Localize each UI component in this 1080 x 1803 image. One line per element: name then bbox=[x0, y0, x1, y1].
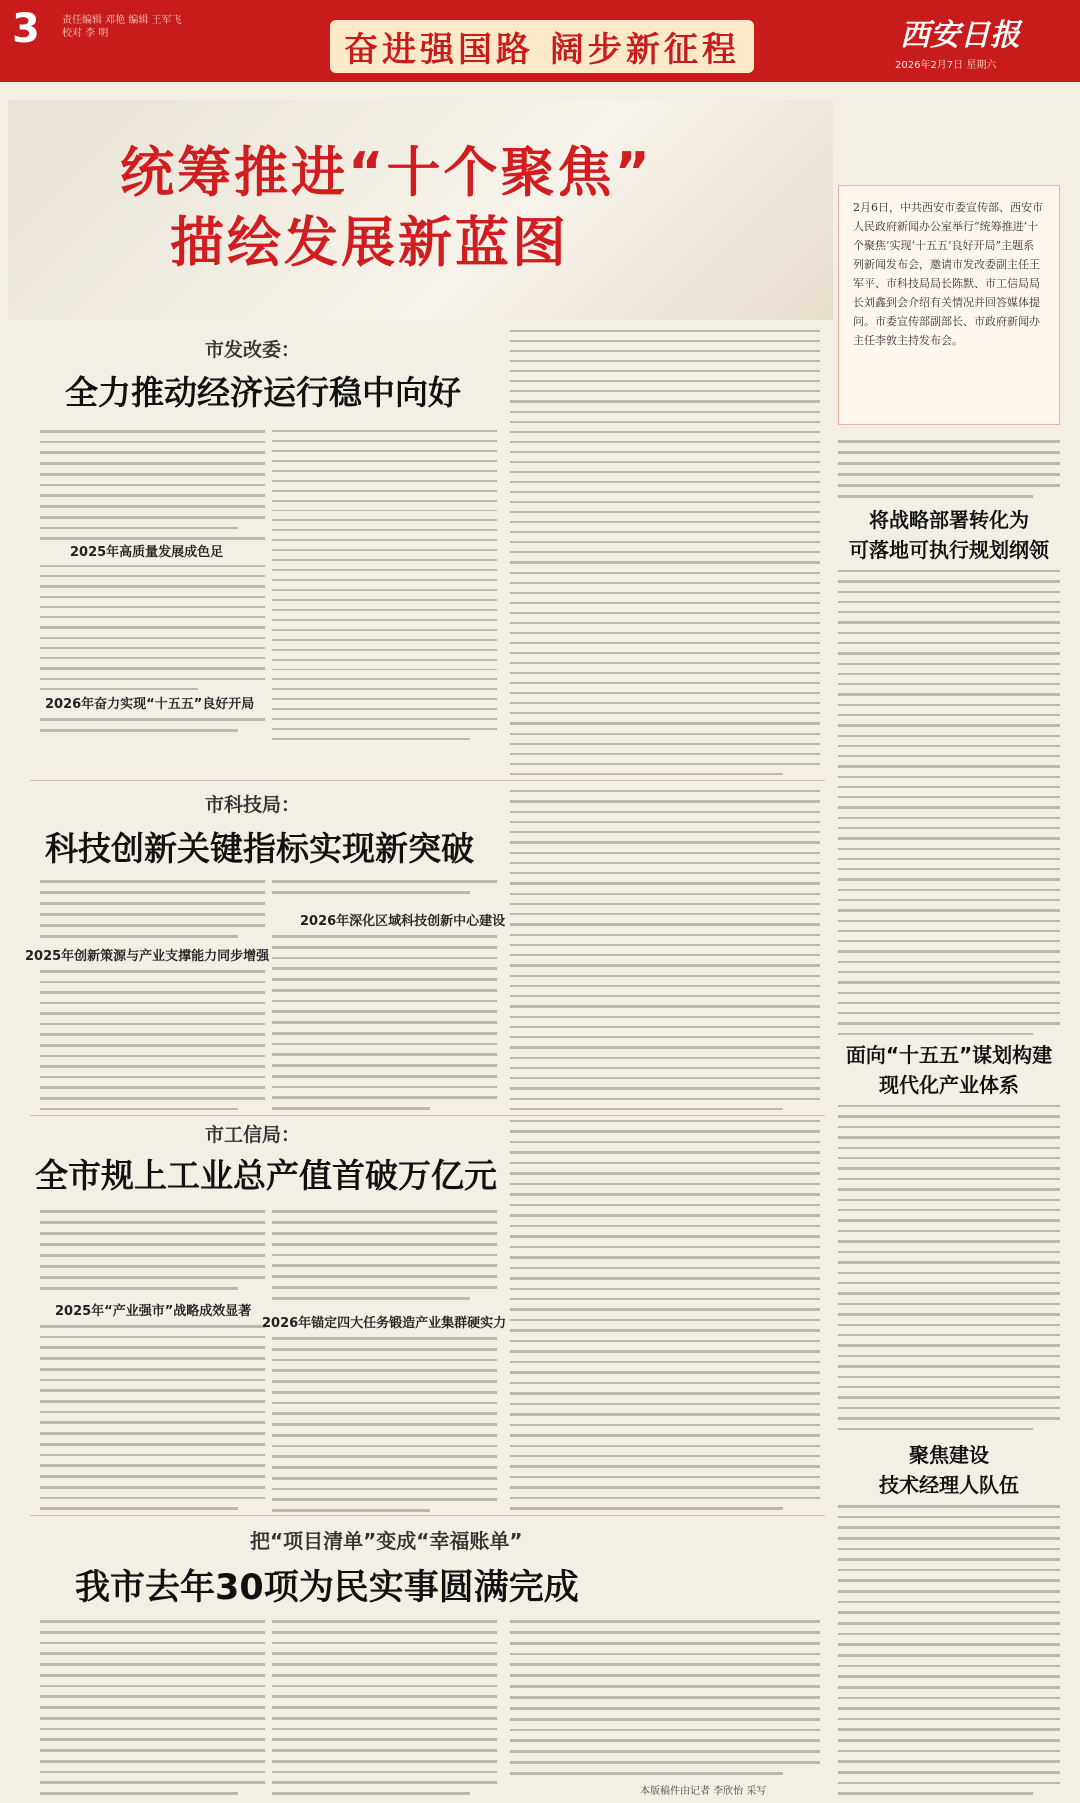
keji-headline: 科技创新关键指标实现新突破 bbox=[45, 829, 474, 868]
right-heading-2-line-1: 面向“十五五”谋划构建 bbox=[845, 1043, 1053, 1067]
keji-kicker: 市科技局： bbox=[205, 794, 301, 816]
fagai-col2-body bbox=[272, 430, 497, 740]
right-col-top-body bbox=[838, 440, 1060, 500]
right-heading-3-line-1: 聚焦建设 bbox=[909, 1443, 989, 1467]
gongxin-subhead-2: 2026年锚定四大任务锻造产业集群硬实力 bbox=[262, 1316, 507, 1331]
gongxin-col1-body-b bbox=[40, 1325, 265, 1510]
section-divider bbox=[30, 1515, 825, 1516]
editor-line: 责任编辑 邓艳 编辑 王军飞 bbox=[62, 15, 182, 26]
gongxin-col2-body-b bbox=[272, 1337, 497, 1512]
keji-col2-body-a bbox=[272, 880, 497, 900]
right-heading-2-line-2: 现代化产业体系 bbox=[879, 1073, 1019, 1097]
hero-title-line-2: 描绘发展新蓝图 bbox=[170, 211, 569, 274]
fagai-col1-body-a bbox=[40, 430, 265, 540]
intro-box: 2月6日，中共西安市委宣传部、西安市人民政府新闻办公室举行“统筹推进‘十个聚焦’实现‘十五五’良好开局”主题系列新闻发布会，邀请市发改委副主任王军平、市科技局局长陈默、市工信局局长刘鑫到会介绍有关情况并回答媒体提问。市委宣传部副部长、市政府新闻办主任李敦主持发布会。 bbox=[838, 185, 1060, 425]
gongxin-col2-body-a bbox=[272, 1210, 497, 1300]
fagai-headline: 全力推动经济运行稳中向好 bbox=[65, 373, 461, 412]
keji-col3-body bbox=[510, 790, 820, 1110]
keji-col1-body-b bbox=[40, 970, 265, 1110]
right-heading-1 bbox=[838, 505, 1060, 565]
right-heading-1-line-2: 可落地可执行规划纲领 bbox=[849, 538, 1049, 562]
section-divider bbox=[30, 1115, 825, 1116]
keji-col2-body-b bbox=[272, 935, 497, 1110]
right-col-body-2 bbox=[838, 1105, 1060, 1430]
right-heading-3-line-2: 技术经理人队伍 bbox=[879, 1473, 1019, 1497]
keji-subhead-2: 2026年深化区域科技创新中心建设 bbox=[300, 914, 506, 929]
minshi-kicker: 把“项目清单”变成“幸福账单” bbox=[250, 1529, 523, 1553]
right-heading-3 bbox=[838, 1440, 1060, 1500]
fagai-kicker: 市发改委： bbox=[205, 339, 301, 361]
minshi-col3-body bbox=[510, 1620, 820, 1775]
minshi-col1-body bbox=[40, 1620, 265, 1795]
page-number: 3 bbox=[12, 6, 40, 52]
right-col-body-3 bbox=[838, 1505, 1060, 1795]
fagai-subhead-2: 2026年奋力实现“十五五”良好开局 bbox=[45, 697, 255, 712]
fagai-col1-body-b bbox=[40, 565, 265, 690]
fagai-subhead-1: 2025年高质量发展成色足 bbox=[70, 545, 224, 560]
right-heading-1-line-1: 将战略部署转化为 bbox=[869, 508, 1029, 532]
gongxin-col1-body-a bbox=[40, 1210, 265, 1295]
minshi-headline: 我市去年30项为民实事圆满完成 bbox=[75, 1568, 579, 1608]
fagai-col1-body-c bbox=[40, 718, 265, 738]
editor-credits bbox=[62, 14, 182, 40]
fagai-col3-body bbox=[510, 330, 820, 775]
minshi-col2-body bbox=[272, 1620, 497, 1795]
issue-date: 2026年2月7日 星期六 bbox=[895, 60, 997, 71]
proofreader-line: 校对 李 明 bbox=[62, 28, 109, 39]
gongxin-kicker: 市工信局： bbox=[205, 1124, 301, 1146]
right-col-body-1 bbox=[838, 570, 1060, 1035]
byline: 本版稿件由记者 李欣怡 采写 bbox=[640, 1786, 767, 1797]
hero-title-line-1: 统筹推进“十个聚焦” bbox=[120, 141, 653, 204]
keji-subhead-1: 2025年创新策源与产业支撑能力同步增强 bbox=[25, 949, 270, 964]
gongxin-headline: 全市规上工业总产值首破万亿元 bbox=[35, 1156, 497, 1195]
section-divider bbox=[30, 780, 825, 781]
right-heading-2 bbox=[838, 1040, 1060, 1100]
section-banner: 奋进强国路 阔步新征程 bbox=[330, 20, 754, 73]
gongxin-col3-body bbox=[510, 1120, 820, 1510]
gongxin-subhead-1: 2025年“产业强市”战略成效显著 bbox=[55, 1304, 252, 1319]
keji-col1-body-a bbox=[40, 880, 265, 940]
newspaper-logo: 西安日报 bbox=[900, 18, 1020, 53]
